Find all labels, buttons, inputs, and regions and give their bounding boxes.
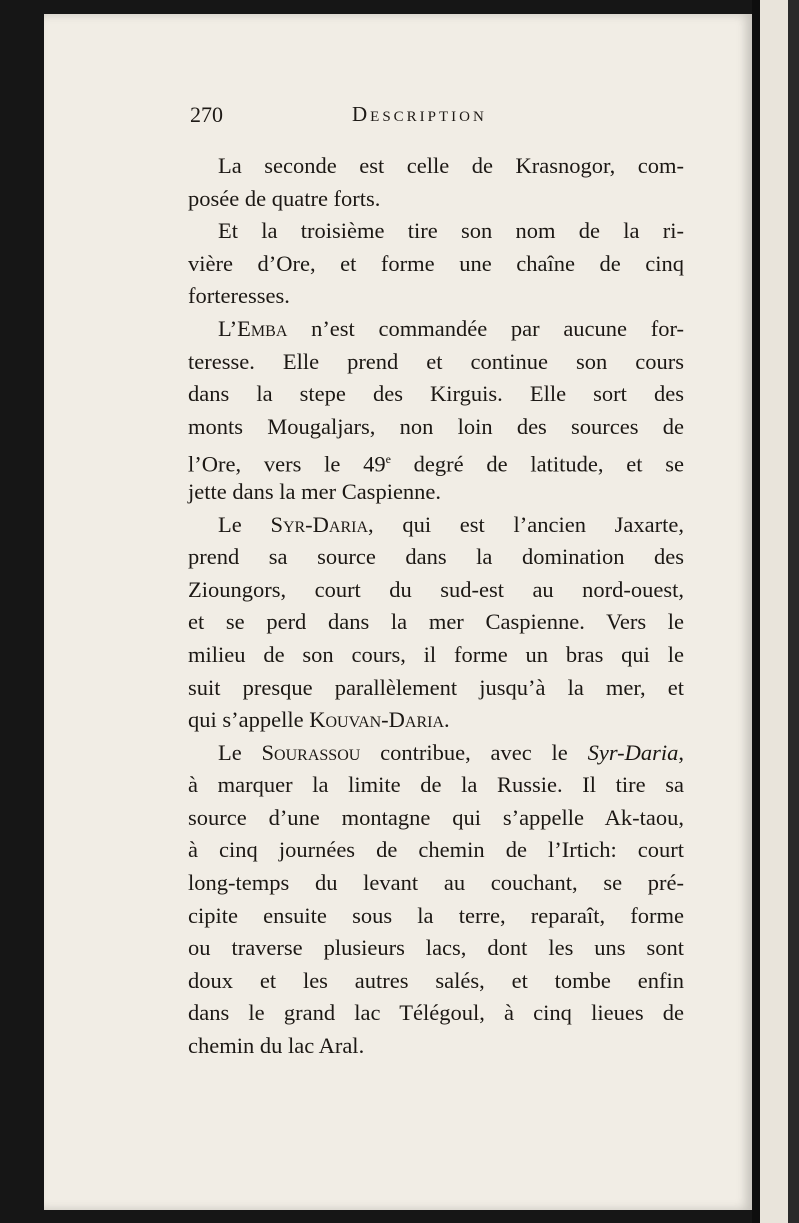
text-segment: posée de quatre forts. <box>188 185 381 211</box>
text-line <box>188 769 684 802</box>
text-line <box>188 802 684 835</box>
text-line <box>188 932 684 965</box>
text-line <box>188 606 684 639</box>
text-line <box>188 443 684 476</box>
text-line <box>188 541 684 574</box>
text-segment: Et la troisième tire son nom de la ri- <box>218 218 684 244</box>
text-segment: , qui est l’ancien Jaxarte, <box>368 511 684 537</box>
text-segment: Le <box>218 739 262 765</box>
text-segment: . <box>444 707 450 733</box>
text-segment: source d’une montagne qui s’appelle Ak-taou, <box>188 804 684 830</box>
text-segment: monts Mougaljars, non loin des sources de <box>188 413 684 439</box>
text-segment: , <box>678 739 685 765</box>
running-head: Description <box>352 102 487 126</box>
text-line <box>188 997 684 1030</box>
text-line <box>188 411 684 444</box>
text-segment: long-temps du levant au couchant, se pré- <box>188 870 684 896</box>
text-line <box>188 215 684 248</box>
text-segment: degré de latitude, et se <box>390 451 684 477</box>
text-line <box>188 1030 684 1063</box>
text-line <box>188 737 684 770</box>
text-segment: e <box>385 452 391 467</box>
text-line <box>188 900 684 933</box>
text-segment: et se perd dans la mer Caspienne. Vers le <box>188 609 684 635</box>
text-segment: à marquer la limite de la Russie. Il tire sa <box>188 772 684 798</box>
text-line <box>188 280 684 313</box>
text-line <box>188 476 684 509</box>
text-line <box>188 509 684 542</box>
text-segment: Syr-Daria <box>587 739 679 765</box>
text-line <box>188 867 684 900</box>
text-segment: l’Ore, vers le 49 <box>188 451 386 477</box>
page-header <box>190 102 670 134</box>
text-segment: Syr-Daria <box>270 511 369 537</box>
text-segment: chemin du lac Aral. <box>188 1033 365 1059</box>
text-segment: contribue, avec le <box>360 739 588 765</box>
text-line <box>188 183 684 216</box>
body-text <box>188 150 684 1063</box>
text-line <box>188 639 684 672</box>
text-segment: Le <box>218 511 271 537</box>
text-line <box>188 378 684 411</box>
text-line <box>188 346 684 379</box>
text-segment: Emba <box>237 315 288 341</box>
text-segment: doux et les autres salés, et tombe enfin <box>188 967 684 993</box>
text-line <box>188 313 684 346</box>
text-segment: jette dans la mer Caspienne. <box>188 478 442 504</box>
text-segment: forteresses. <box>188 283 290 309</box>
text-segment: teresse. Elle prend et continue son cours <box>188 348 684 374</box>
text-segment: Kouvan-Daria <box>309 707 445 733</box>
text-line <box>188 672 684 705</box>
text-line <box>188 834 684 867</box>
text-line <box>188 965 684 998</box>
text-line <box>188 248 684 281</box>
text-segment: dans la stepe des Kirguis. Elle sort des <box>188 381 684 407</box>
text-segment: qui s’appelle <box>188 707 310 733</box>
text-segment: dans le grand lac Télégoul, à cinq lieues de <box>188 1000 684 1026</box>
text-segment: ou traverse plusieurs lacs, dont les uns sont <box>188 935 684 961</box>
text-segment: Zioungors, court du sud-est au nord-ouest, <box>188 576 684 602</box>
text-line <box>188 574 684 607</box>
text-segment: milieu de son cours, il forme un bras qui le <box>188 641 684 667</box>
text-segment: suit presque parallèlement jusqu’à la mer, et <box>188 674 684 700</box>
text-segment: à cinq journées de chemin de l’Irtich: court <box>188 837 684 863</box>
text-line <box>188 150 684 183</box>
text-segment: vière d’Ore, et forme une chaîne de cinq <box>188 250 684 276</box>
text-segment: Sourassou <box>261 739 361 765</box>
text-segment: L’ <box>218 315 238 341</box>
text-line <box>188 704 684 737</box>
facing-page-edge <box>752 0 799 1223</box>
page-number: 270 <box>190 102 223 127</box>
text-segment: La seconde est celle de Krasnogor, com- <box>218 153 684 178</box>
text-segment: prend sa source dans la domination des <box>188 544 684 570</box>
text-segment: n’est commandée par aucune for- <box>287 315 684 341</box>
text-segment: cipite ensuite sous la terre, reparaît, forme <box>188 902 684 928</box>
